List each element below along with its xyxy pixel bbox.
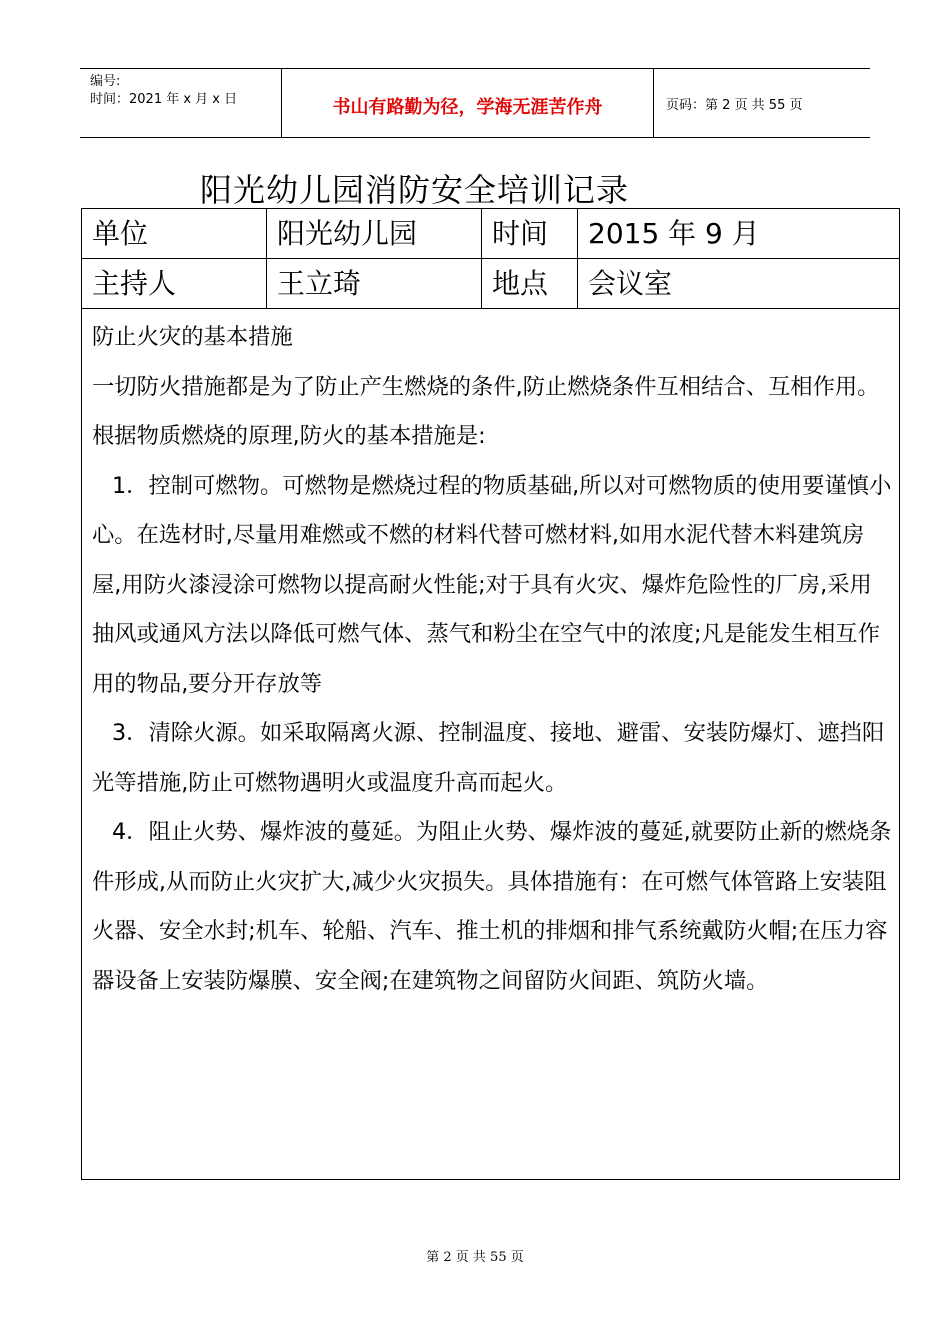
time-label: 时间: [482, 209, 578, 258]
header-page-info: 页码：第 2 页 共 55 页: [666, 98, 803, 113]
content-item-1: 1．控制可燃物。可燃物是燃烧过程的物质基础,所以对可燃物质的使用要谨慎小心。在选材时,尽量用难燃或不燃的材料代替可燃材料,如用水泥代替木料建筑房屋,用防火漆浸涂可燃物以提高耐火性能;对于具有火灾、爆炸危险性的厂房,采用抽风或通风方法以降低可燃气体、蒸气和粉尘在空气中的浓度;凡是能发生相互作用的物品,要分开存放等: [92, 472, 892, 697]
place-value: 会议室: [588, 267, 673, 300]
header-motto: 书山有路勤为径，学海无涯苦作舟: [332, 97, 603, 118]
unit-label: 单位: [82, 209, 267, 258]
record-table: [81, 208, 900, 1180]
content-intro: 一切防火措施都是为了防止产生燃烧的条件,防止燃烧条件互相结合、互相作用。根据物质燃烧的原理,防火的基本措施是:: [92, 373, 880, 449]
document-title: 阳光幼儿园消防安全培训记录: [200, 171, 630, 209]
header-divider: [653, 69, 654, 137]
header-number: 编号:: [90, 74, 121, 89]
time-value: 2015 年 9 月: [588, 217, 760, 250]
content-item-3: 3．清除火源。如采取隔离火源、控制温度、接地、避雷、安装防爆灯、遮挡阳光等措施,防止可燃物遇明火或温度升高而起火。: [92, 720, 885, 796]
content-heading: 防止火灾的基本措施: [92, 324, 293, 350]
host-label: 主持人: [82, 259, 267, 308]
host-value: 王立琦: [267, 259, 482, 308]
header-time: 时间：2021 年 x 月 x 日: [90, 92, 238, 107]
training-content: [92, 313, 892, 1006]
table-row: [82, 259, 899, 309]
content-item-4: 4．阻止火势、爆炸波的蔓延。为阻止火势、爆炸波的蔓延,就要防止新的燃烧条件形成,从而防止火灾扩大,减少火灾损失。具体措施有：在可燃气体管路上安装阻火器、安全水封;机车、轮船、汽车、推土机的排烟和排气系统戴防火帽;在压力容器设备上安装防爆膜、安全阀;在建筑物之间留防火间距、筑防火墙。: [92, 819, 892, 994]
page-header: [80, 68, 870, 138]
page-footer: 第 2 页 共 55 页: [426, 1250, 524, 1265]
table-row: [82, 209, 899, 259]
header-meta: [90, 73, 237, 109]
unit-value: 阳光幼儿园: [267, 209, 482, 258]
place-label: 地点: [482, 259, 578, 308]
